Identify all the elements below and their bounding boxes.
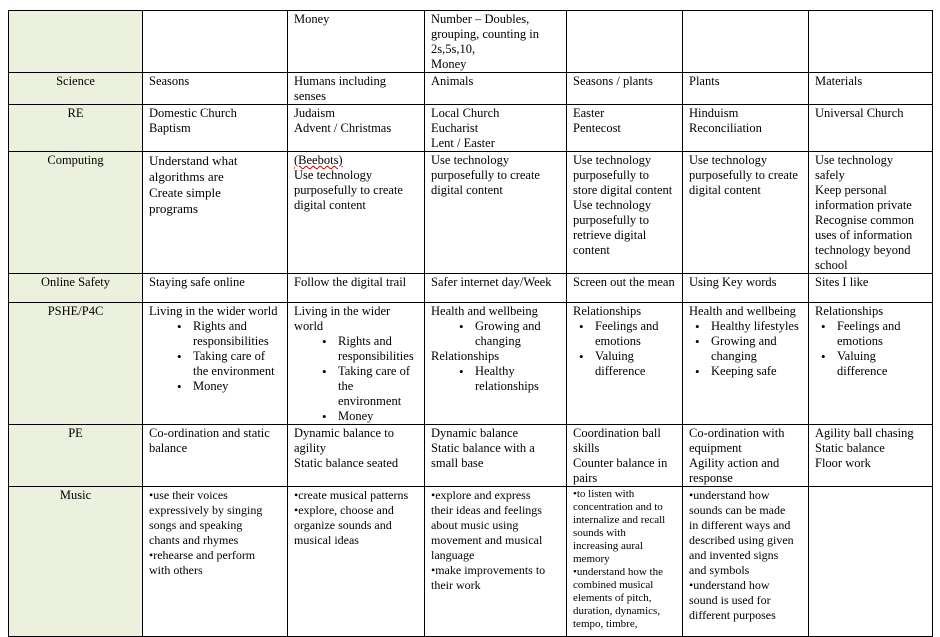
re-row <box>9 105 933 152</box>
list-item: • Taking care of the environment <box>179 349 281 379</box>
online-safety-cell: Screen out the mean <box>567 274 683 303</box>
re-cell <box>567 105 683 152</box>
pe-cell <box>143 425 288 487</box>
pshe-heading: Health and wellbeing <box>689 304 796 318</box>
pe-cell <box>567 425 683 487</box>
subject-label-pshe: PSHE/P4C <box>9 303 143 425</box>
cell-line: algorithms are <box>149 169 224 184</box>
cell-line: purposefully to <box>573 213 650 227</box>
cell-line: organize sounds and <box>294 518 392 532</box>
pshe-heading: Living in the wider world <box>149 304 278 318</box>
cell-line: duration, dynamics, <box>573 605 661 617</box>
pe-cell <box>809 425 933 487</box>
pshe-heading: Relationships <box>573 304 642 318</box>
cell-line: •explore, choose and <box>294 503 394 517</box>
cell-line: balance <box>149 441 188 455</box>
cell-line: digital content <box>431 183 503 197</box>
cell-line: Dynamic balance <box>431 426 519 440</box>
cell-line: response <box>689 471 733 485</box>
cell-line: Keep personal <box>815 183 887 197</box>
science-cell: Animals <box>425 73 567 105</box>
list-item: • Money <box>324 409 418 424</box>
pshe-cell <box>809 303 933 425</box>
re-cell <box>809 105 933 152</box>
pshe-heading: Living in the wider world <box>294 304 391 333</box>
online-safety-cell: Sites I like <box>809 274 933 303</box>
cell-line: small base <box>431 456 484 470</box>
cell-line: Use technology <box>689 153 768 167</box>
list-item: • Money <box>179 379 281 394</box>
cell-line: •use their voices <box>149 488 228 502</box>
list-item: • Growing and changing <box>697 334 802 364</box>
science-cell: Seasons / plants <box>567 73 683 105</box>
cell-line: •understand how <box>689 578 770 592</box>
cell-line: their ideas and feelings <box>431 503 542 517</box>
subject-label-music: Music <box>9 487 143 637</box>
top-cell-text: Money <box>431 57 467 71</box>
online-safety-cell: Using Key words <box>683 274 809 303</box>
cell-line: Reconciliation <box>689 121 762 135</box>
cell-line: sound is used for <box>689 593 771 607</box>
cell-line: combined musical <box>573 579 654 591</box>
cell-line: Hinduism <box>689 106 739 120</box>
cell-line: Coordination ball <box>573 426 661 440</box>
cell-line: pairs <box>573 471 598 485</box>
computing-cell <box>567 152 683 274</box>
pshe-cell <box>288 303 425 425</box>
cell-line: technology beyond <box>815 243 911 257</box>
cell-line: Eucharist <box>431 121 479 135</box>
cell-line: Local Church <box>431 106 500 120</box>
cell-line: Co-ordination and static <box>149 426 270 440</box>
cell-line: information private <box>815 198 912 212</box>
cell-line: different purposes <box>689 608 776 622</box>
cell-line: Create simple <box>149 185 221 200</box>
cell-line: in different ways and <box>689 518 791 532</box>
pshe-heading: Health and wellbeing <box>431 304 538 318</box>
top-cell-text: 2s,5s,10, <box>431 42 476 56</box>
music-cell-empty <box>809 487 933 637</box>
cell-line: Static balance with a <box>431 441 535 455</box>
computing-cell <box>143 152 288 274</box>
cell-line: store digital content <box>573 183 673 197</box>
cell-line: Baptism <box>149 121 191 135</box>
pshe-cell <box>143 303 288 425</box>
top-cell-text: grouping, counting in <box>431 27 539 41</box>
cell-line: Universal Church <box>815 106 904 120</box>
pshe-cell <box>683 303 809 425</box>
re-cell <box>683 105 809 152</box>
cell-line: Recognise common <box>815 213 914 227</box>
cell-line: musical ideas <box>294 533 359 547</box>
science-row <box>9 73 933 105</box>
re-cell <box>143 105 288 152</box>
pshe-cell <box>425 303 567 425</box>
cell-line: purposefully to create <box>689 168 798 182</box>
computing-row <box>9 152 933 274</box>
cell-line: •understand how the <box>573 566 663 578</box>
cell-line: Use technology <box>294 168 373 182</box>
cell-line: uses of information <box>815 228 913 242</box>
cell-line: increasing aural <box>573 540 643 552</box>
pe-cell <box>683 425 809 487</box>
list-item: • Taking care of the environment <box>324 364 418 409</box>
list-item: • Feelings and emotions <box>823 319 926 349</box>
cell-line: Advent / Christmas <box>294 121 392 135</box>
cell-line: songs and speaking <box>149 518 243 532</box>
top-cell-text: Number – Doubles, <box>431 12 530 26</box>
pshe-heading: Relationships <box>815 304 884 318</box>
top-row <box>9 11 933 73</box>
cell-line: internalize and recall <box>573 514 666 526</box>
cell-line: about music using <box>431 518 519 532</box>
list-item: • Valuing difference <box>581 349 676 379</box>
computing-cell <box>809 152 933 274</box>
subject-label-science: Science <box>9 73 143 105</box>
top-left-cell <box>9 11 143 73</box>
cell-line: •rehearse and perform <box>149 548 256 562</box>
subject-label-re: RE <box>9 105 143 152</box>
music-cell <box>425 487 567 637</box>
cell-line: digital content <box>689 183 761 197</box>
pshe-list <box>689 319 802 379</box>
cell-line: Static balance seated <box>294 456 399 470</box>
science-cell: Plants <box>683 73 809 105</box>
cell-line: •understand how <box>689 488 770 502</box>
music-cell <box>567 487 683 637</box>
top-cell-1 <box>143 11 288 73</box>
cell-line: Floor work <box>815 456 871 470</box>
re-cell <box>425 105 567 152</box>
cell-line: Understand what <box>149 153 238 168</box>
list-item: • Healthy lifestyles <box>697 319 802 334</box>
pshe-list <box>149 319 281 394</box>
cell-line: •explore and express <box>431 488 531 502</box>
cell-line: Easter <box>573 106 605 120</box>
cell-line: Agility ball chasing <box>815 426 914 440</box>
cell-line: tempo, timbre, <box>573 618 638 630</box>
cell-line: •to listen with <box>573 488 635 500</box>
music-cell <box>288 487 425 637</box>
curriculum-table <box>8 10 933 637</box>
cell-line: •create musical patterns <box>294 488 409 502</box>
cell-line: •make improvements to <box>431 563 546 577</box>
online-safety-cell: Staying safe online <box>143 274 288 303</box>
pshe-list <box>573 319 676 379</box>
cell-line: Co-ordination with <box>689 426 785 440</box>
cell-line: purposefully to create <box>431 168 540 182</box>
cell-line: memory <box>573 553 610 565</box>
science-cell: Materials <box>809 73 933 105</box>
computing-cell <box>683 152 809 274</box>
cell-line: retrieve digital <box>573 228 647 242</box>
cell-line: Use technology <box>573 198 652 212</box>
cell-line: elements of pitch, <box>573 592 652 604</box>
cell-line: sounds with <box>573 527 626 539</box>
science-cell: Humans including senses <box>288 73 425 105</box>
list-item: • Rights and responsibilities <box>179 319 281 349</box>
cell-line: movement and musical <box>431 533 543 547</box>
pe-cell <box>425 425 567 487</box>
music-row <box>9 487 933 637</box>
cell-line: Use technology <box>573 153 652 167</box>
computing-cell <box>288 152 425 274</box>
cell-line: and symbols <box>689 563 750 577</box>
cell-line: described using given <box>689 533 794 547</box>
pshe-list <box>431 319 560 349</box>
cell-line: equipment <box>689 441 742 455</box>
cell-line: their work <box>431 578 481 592</box>
cell-line: purposefully to create <box>294 183 403 197</box>
list-item: • Feelings and emotions <box>581 319 676 349</box>
cell-line: concentration and to <box>573 501 663 513</box>
cell-line: content <box>573 243 610 257</box>
top-cell-5 <box>683 11 809 73</box>
pe-row <box>9 425 933 487</box>
online-safety-cell: Safer internet day/Week <box>425 274 567 303</box>
cell-line: Domestic Church <box>149 106 237 120</box>
online-safety-row <box>9 274 933 303</box>
top-cell-4 <box>567 11 683 73</box>
pshe-list <box>815 319 926 379</box>
top-cell-text: Money <box>294 12 330 26</box>
pshe-cell <box>567 303 683 425</box>
list-item: • Rights and responsibilities <box>324 334 418 364</box>
cell-line: Use technology safely <box>815 153 894 182</box>
re-cell <box>288 105 425 152</box>
cell-line: digital content <box>294 198 366 212</box>
cell-line: language <box>431 548 475 562</box>
music-cell <box>143 487 288 637</box>
cell-line: skills <box>573 441 600 455</box>
cell-line: agility <box>294 441 326 455</box>
top-cell-3 <box>425 11 567 73</box>
pshe-list <box>431 364 560 394</box>
cell-line: Counter balance in <box>573 456 668 470</box>
science-cell: Seasons <box>143 73 288 105</box>
cell-line: chants and rhymes <box>149 533 239 547</box>
cell-line: programs <box>149 201 199 216</box>
cell-line: Judaism <box>294 106 335 120</box>
cell-line: purposefully to <box>573 168 650 182</box>
pshe-list <box>294 334 418 424</box>
list-item: • Keeping safe <box>697 364 802 379</box>
music-cell <box>683 487 809 637</box>
cell-line: with others <box>149 563 203 577</box>
cell-line: Use technology <box>431 153 510 167</box>
cell-line: Static balance <box>815 441 885 455</box>
list-item: • Healthy relationships <box>461 364 560 394</box>
subject-label-computing: Computing <box>9 152 143 274</box>
cell-line: Agility action and <box>689 456 780 470</box>
list-item: • Valuing difference <box>823 349 926 379</box>
cell-line: Pentecost <box>573 121 621 135</box>
pshe-row <box>9 303 933 425</box>
list-item: • Growing and changing <box>461 319 560 349</box>
top-cell-2 <box>288 11 425 73</box>
beebots-text: (Beebots) <box>294 153 343 167</box>
computing-cell <box>425 152 567 274</box>
cell-line: expressively by singing <box>149 503 263 517</box>
pe-cell <box>288 425 425 487</box>
cell-line: sounds can be made <box>689 503 786 517</box>
pshe-heading: Relationships <box>431 349 500 363</box>
online-safety-cell: Follow the digital trail <box>288 274 425 303</box>
cell-line: school <box>815 258 848 272</box>
subject-label-online-safety: Online Safety <box>9 274 143 303</box>
cell-line: Dynamic balance to <box>294 426 394 440</box>
subject-label-pe: PE <box>9 425 143 487</box>
top-cell-6 <box>809 11 933 73</box>
cell-line: Lent / Easter <box>431 136 495 150</box>
cell-line: and invented signs <box>689 548 779 562</box>
